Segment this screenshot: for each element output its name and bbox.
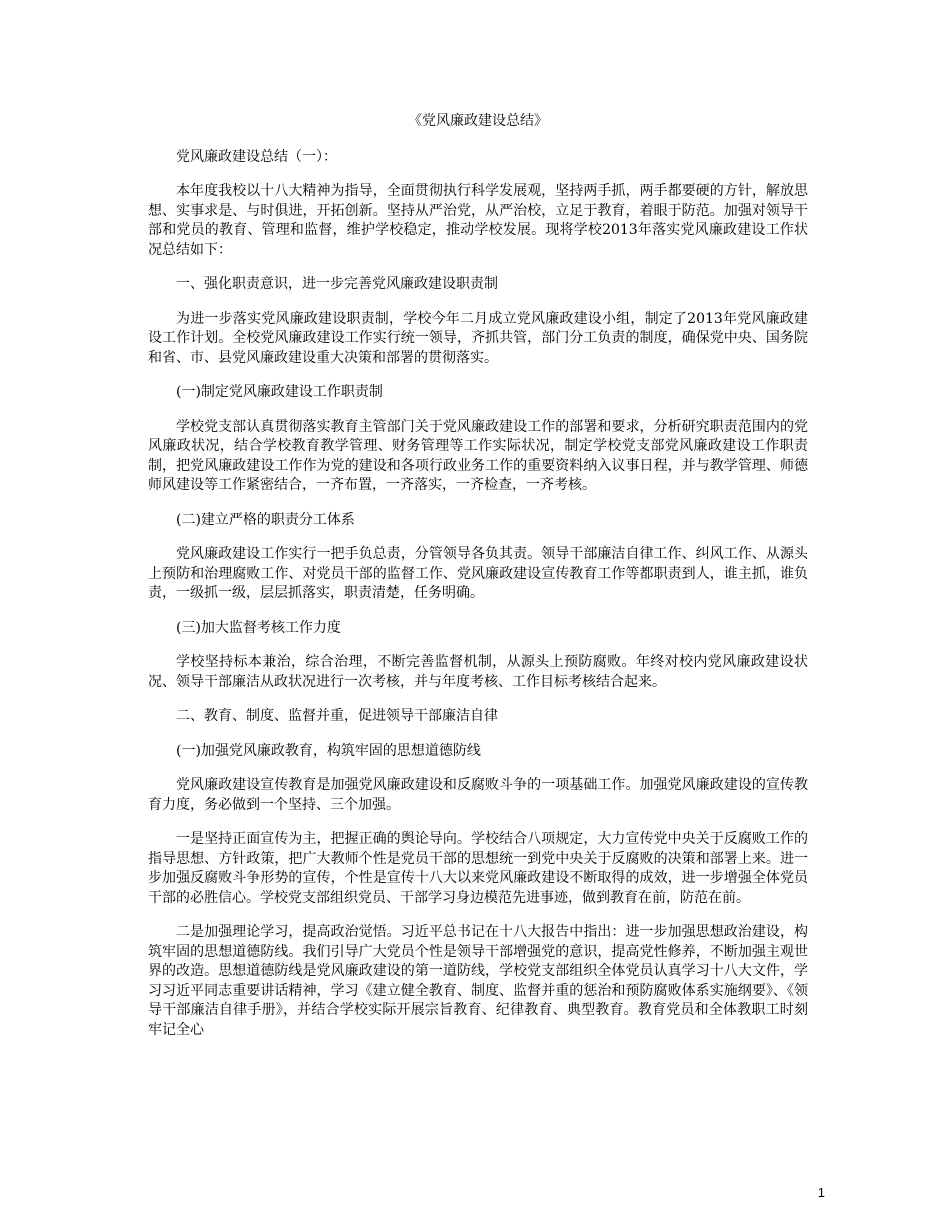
section-heading: 二、教育、制度、监督并重，促进领导干部廉洁自律 [176, 708, 498, 724]
paragraph: 为进一步落实党风廉政建设职责制，学校今年二月成立党风廉政建设小组，制定了2013年党风廉政建设工作计划。全校党风廉政建设工作实行统一领导，齐抓共管，部门分工负责的制度，确保党中央、国务院和省、市、县党风廉政建设重大决策和部署的贯彻落实。 [148, 310, 808, 366]
paragraph: 本年度我校以十八大精神为指导，全面贯彻执行科学发展观，坚持两手抓，两手都要硬的方针，解放思想、实事求是、与时俱进，开拓创新。坚持从严治党，从严治校，立足于教育，着眼于防范。加强对领导干部和党员的教育、管理和监督，维护学校稳定，推动学校发展。现将学校2013年落实党风廉政建设工作状况总结如下： [148, 183, 808, 258]
document-title: 《党风廉政建设总结》 [408, 113, 548, 129]
paragraph: 二是加强理论学习，提高政治觉悟。习近平总书记在十八大报告中指出：进一步加强思想政治建设，构筑牢固的思想道德防线。我们引导广大党员个性是领导干部增强党的意识，提高党性修养，不断加强主观世界的改造。思想道德防线是党风廉政建设的第一道防线，学校党支部组织全体党员认真学习十八大文件，学习习近平同志重要讲话精神，学习《建立健全教育、制度、监督并重的惩治和预防腐败体系实施纲要》、《领导干部廉洁自律手册》，并结合学校实际开展宗旨教育、纪律教育、典型教育。教育党员和全体教职工时刻牢记全心 [148, 924, 808, 1038]
section-heading: 党风廉政建设总结（一）： [176, 148, 337, 165]
paragraph: 党风廉政建设工作实行一把手负总责，分管领导各负其责。领导干部廉洁自律工作、纠风工作、从源头上预防和治理腐败工作、对党员干部的监督工作、党风廉政建设宣传教育工作等都职责到人，谁主抓，谁负责，一级抓一级，层层抓落实，职责清楚，任务明确。 [148, 546, 808, 601]
paragraph: 学校坚持标本兼治，综合治理，不断完善监督机制，从源头上预防腐败。年终对校内党风廉政建设状况、领导干部廉洁从政状况进行一次考核，并与年度考核、工作目标考核结合起来。 [148, 654, 808, 690]
subsection-heading: (三)加大监督考核工作力度 [176, 619, 341, 636]
section-heading: 一、强化职责意识，进一步完善党风廉政建设职责制 [176, 276, 498, 292]
paragraph: 党风廉政建设宣传教育是加强党风廉政建设和反腐败斗争的一项基础工作。加强党风廉政建设的宣传教育力度，务必做到一个坚持、三个加强。 [148, 777, 808, 813]
subsection-heading: (一)制定党风廉政建设工作职责制 [176, 384, 383, 400]
subsection-heading: (二)建立严格的职责分工体系 [176, 511, 355, 528]
subsection-heading: (一)加强党风廉政教育，构筑牢固的思想道德防线 [176, 742, 481, 759]
paragraph: 一是坚持正面宣传为主，把握正确的舆论导向。学校结合八项规定，大力宣传党中央关于反腐败工作的指导思想、方针政策，把广大教师个性是党员干部的思想统一到党中央关于反腐败的决策和部署上来。进一步加强反腐败斗争形势的宣传，个性是宣传十八大以来党风廉政建设不断取得的成效，进一步增强全体党员干部的必胜信心。学校党支部组织党员、干部学习身边模范先进事迹，做到教育在前，防范在前。 [148, 831, 808, 906]
paragraph: 学校党支部认真贯彻落实教育主管部门关于党风廉政建设工作的部署和要求，分析研究职责范围内的党风廉政状况，结合学校教育教学管理、财务管理等工作实际状况，制定学校党支部党风廉政建设工作职责制，把党风廉政建设工作作为党的建设和各项行政业务工作的重要资料纳入议事日程，并与教学管理、师德师风建设等工作紧密结合，一齐布置，一齐落实，一齐检查，一齐考核。 [148, 418, 808, 493]
document-body [148, 112, 808, 1055]
page-number: 1 [817, 1185, 825, 1200]
